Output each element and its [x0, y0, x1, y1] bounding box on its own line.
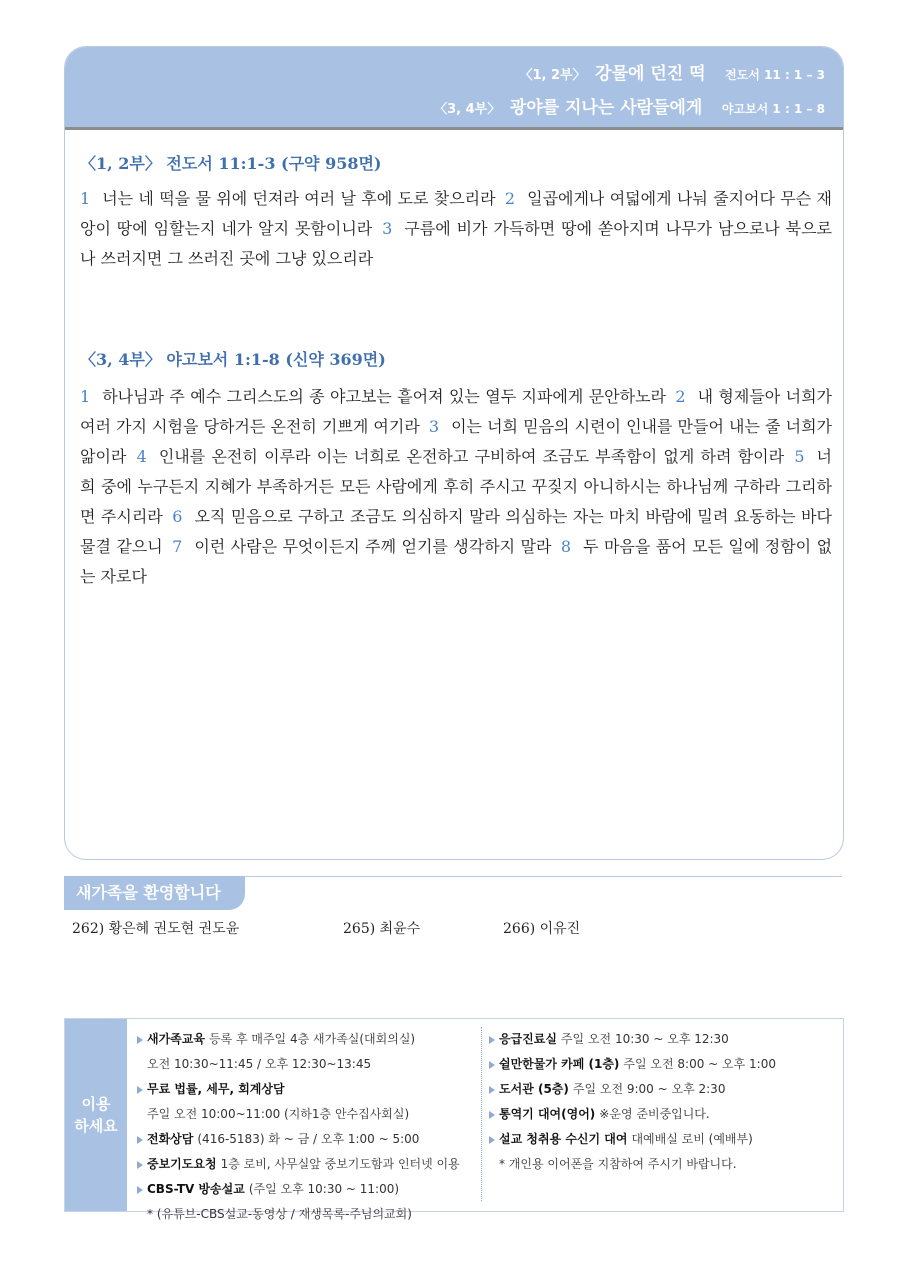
- verse-text: 내 형제들아 너희가 여러 가지 시험을 당하거든 온전히 기쁘게 여기라: [80, 387, 832, 436]
- passage-1-text: [80, 184, 832, 274]
- info-item-text: 1층 로비, 사무실앞 중보기도함과 인터넷 이용: [220, 1157, 460, 1171]
- bullet-triangle-icon: [137, 1136, 143, 1144]
- info-left-column: [137, 1027, 460, 1227]
- welcome-title: 새가족을 환영합니다: [64, 876, 245, 910]
- info-item-detail: * 개인용 이어폰을 지참하여 주시기 바랍니다.: [499, 1157, 737, 1171]
- verse-text: 오직 믿음으로 구하고 조금도 의심하지 말라 의심하는 자는 마치 바람에 밀려 요동하는 바다 물결 같으니: [80, 507, 833, 556]
- info-box: [64, 1018, 844, 1221]
- bullet-triangle-icon: [489, 1086, 495, 1094]
- new-family-name: 262) 황은혜 권도현 권도윤: [72, 921, 240, 937]
- new-family-name: 266) 이유진: [503, 921, 581, 937]
- sermon-line-2: [434, 93, 825, 118]
- info-item-label: 쉴만한물가 카페 (1층): [499, 1057, 620, 1071]
- passage-2-heading: 〈3, 4부〉 야고보서 1:1-8 (신약 369면): [80, 350, 386, 369]
- bullet-triangle-icon: [489, 1061, 495, 1069]
- verse-number: 1: [80, 189, 91, 208]
- info-item-text: ※운영 준비중입니다.: [599, 1107, 710, 1121]
- sermon-title: 광야를 지나는 사람들에게: [509, 98, 703, 118]
- verse-number: 3: [428, 417, 440, 436]
- new-family-name: 265) 최윤수: [343, 921, 421, 937]
- info-item-label: 새가족교육: [147, 1032, 205, 1046]
- info-item-detail: 오전 10:30~11:45 / 오후 12:30~13:45: [147, 1057, 372, 1071]
- verse-text: 너는 네 떡을 물 위에 던져라 여러 날 후에 도로 찾으리라: [102, 189, 496, 208]
- passage-2-text: [80, 382, 832, 592]
- verse-number: 3: [382, 219, 393, 238]
- info-item-text: (주일 오후 10:30 ~ 11:00): [248, 1182, 400, 1196]
- info-side-line: 하세요: [74, 1117, 118, 1135]
- sermon-line-1: [519, 59, 825, 84]
- verse-text: 하나님과 주 예수 그리스도의 종 야고보는 흩어져 있는 열두 지파에게 문안하노라: [102, 387, 667, 406]
- info-item: [137, 1127, 460, 1152]
- verse-text: 이런 사람은 무엇이든지 주께 얻기를 생각하지 말라: [194, 537, 552, 556]
- info-item-text: 주일 오전 10:30 ~ 오후 12:30: [560, 1032, 729, 1046]
- column-divider: [481, 1027, 482, 1201]
- info-item-label: 응급진료실: [499, 1032, 557, 1046]
- bullet-triangle-icon: [137, 1161, 143, 1169]
- bullet-triangle-icon: [137, 1036, 143, 1044]
- info-item-label: CBS-TV 방송설교: [147, 1182, 245, 1196]
- info-item: [489, 1027, 776, 1052]
- info-item-label: 중보기도요청: [147, 1157, 217, 1171]
- info-item-text: (416-5183) 화 ~ 금 / 오후 1:00 ~ 5:00: [197, 1132, 420, 1146]
- verse-text: 인내를 온전히 이루라 이는 너희로 온전하고 구비하여 조금도 부족함이 없게 하려 함이라: [158, 447, 785, 466]
- verse-number: 5: [794, 447, 805, 466]
- verse-number: 6: [172, 507, 183, 526]
- info-item: [137, 1027, 460, 1077]
- info-item-label: 무료 법률, 세무, 회계상담: [147, 1082, 285, 1096]
- info-item-detail: 주일 오전 10:00~11:00 (지하1층 안수집사회실): [147, 1107, 410, 1121]
- info-item: [489, 1127, 776, 1177]
- bullet-triangle-icon: [137, 1186, 143, 1194]
- verse-text: 두 마음을 품어 모든 일에 정함이 없는 자로다: [80, 537, 833, 586]
- info-item-text: 대예배실 로비 (예배부): [631, 1132, 753, 1146]
- service-part-label: 〈1, 2부〉: [519, 68, 586, 83]
- verse-text: 구름에 비가 가득하면 땅에 쏟아지며 나무가 남으로나 북으로나 쓰러지면 그 쓰러진 곳에 그냥 있으리라: [80, 219, 832, 268]
- info-item-detail: * (유튜브-CBS설교-동영상 / 재생목록-주님의교회): [147, 1207, 412, 1221]
- info-side-line: 이용: [81, 1095, 111, 1113]
- bullet-triangle-icon: [137, 1086, 143, 1094]
- info-item-label: 전화상담: [147, 1132, 194, 1146]
- verse-text: 일곱에게나 여덟에게 나눠 줄지어다 무슨 재앙이 땅에 임할는지 네가 알지 못함이니라: [80, 189, 832, 238]
- info-item: [137, 1077, 460, 1127]
- verse-number: 4: [136, 447, 147, 466]
- info-side-label: [65, 1019, 127, 1211]
- passage-1-heading: 〈1, 2부〉 전도서 11:1-3 (구약 958면): [80, 154, 382, 173]
- scripture-reference: 야고보서 1 : 1 – 8: [721, 102, 825, 116]
- verse-text: 너희 중에 누구든지 지혜가 부족하거든 모든 사람에게 후히 주시고 꾸짖지 아니하시는 하나님께 구하라 그리하면 주시리라: [80, 447, 832, 526]
- info-item-text: 등록 후 매주일 4층 새가족실(대회의실): [208, 1032, 416, 1046]
- info-item: [489, 1102, 776, 1127]
- bullet-triangle-icon: [489, 1136, 495, 1144]
- sermon-title: 강물에 던진 떡: [595, 64, 706, 84]
- info-right-column: [489, 1027, 776, 1177]
- info-item: [137, 1177, 460, 1227]
- info-item-label: 통역기 대여(영어): [499, 1107, 596, 1121]
- verse-number: 2: [504, 189, 516, 208]
- info-item-text: 주일 오전 9:00 ~ 오후 2:30: [572, 1082, 726, 1096]
- verse-number: 8: [560, 537, 572, 556]
- verse-text: 이는 너희 믿음의 시련이 인내를 만들어 내는 줄 너희가 앎이라: [80, 417, 832, 466]
- info-item: [489, 1077, 776, 1102]
- verse-number: 7: [172, 537, 183, 556]
- info-item-label: 도서관 (5층): [499, 1082, 569, 1096]
- info-item-text: 주일 오전 8:00 ~ 오후 1:00: [623, 1057, 776, 1071]
- bullet-triangle-icon: [489, 1036, 495, 1044]
- verse-number: 1: [80, 387, 91, 406]
- bullet-triangle-icon: [489, 1111, 495, 1119]
- service-part-label: 〈3, 4부〉: [434, 102, 501, 117]
- info-item-label: 설교 청취용 수신기 대여: [499, 1132, 628, 1146]
- scripture-reference: 전도서 11 : 1 – 3: [725, 68, 825, 82]
- scripture-card: [64, 46, 844, 860]
- verse-number: 2: [675, 387, 686, 406]
- sermon-header: [65, 47, 843, 130]
- info-item: [137, 1152, 460, 1177]
- info-item: [489, 1052, 776, 1077]
